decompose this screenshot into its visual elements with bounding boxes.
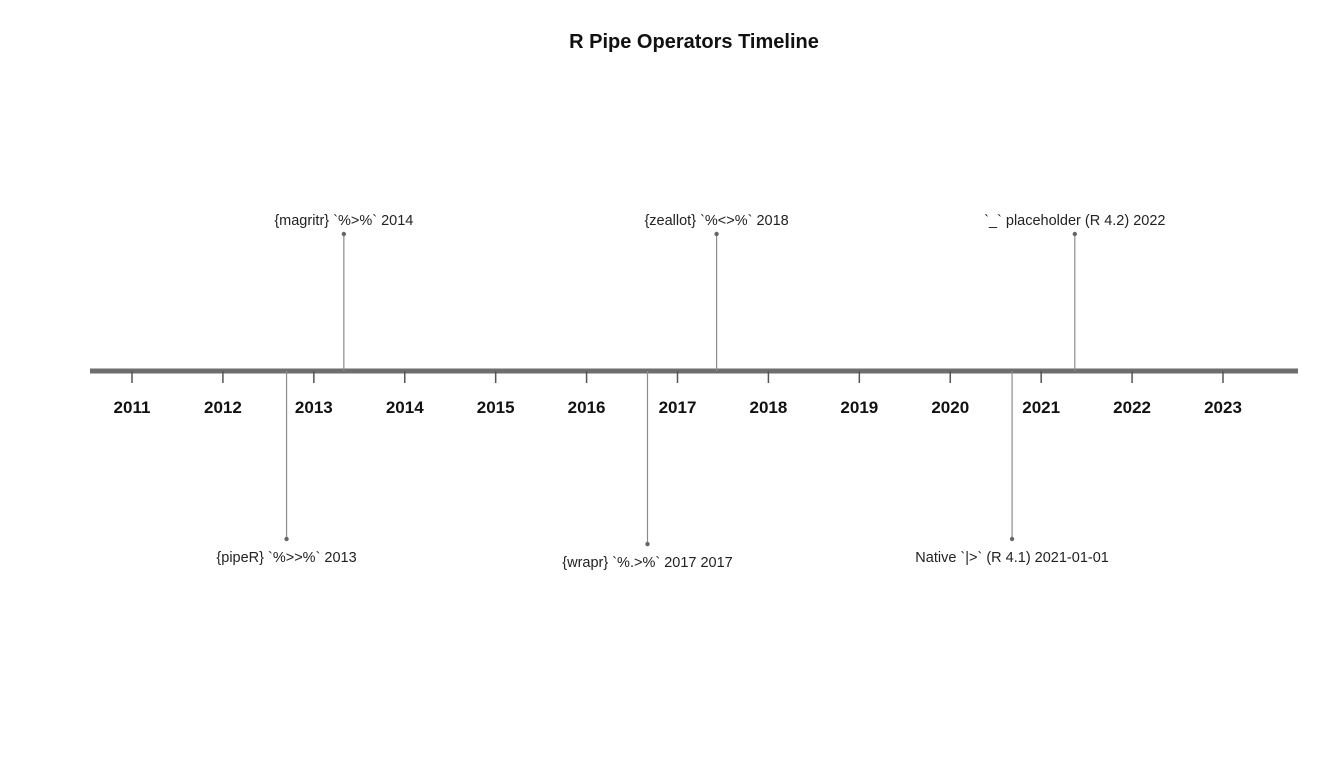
event-label: `_` placeholder (R 4.2) 2022 (984, 213, 1166, 229)
event-dot (714, 232, 718, 236)
event-dot (645, 542, 649, 546)
axis-ticks (114, 371, 1242, 417)
timeline-event (984, 213, 1165, 371)
event-label: {zeallot} `%<>%` 2018 (644, 213, 789, 229)
timeline-events (216, 213, 1165, 571)
event-dot (284, 537, 288, 541)
tick-label-2020: 2020 (931, 398, 970, 417)
event-label: Native `|>` (R 4.1) 2021-01-01 (915, 550, 1109, 566)
tick-label-2023: 2023 (1204, 398, 1242, 417)
tick-label-2013: 2013 (294, 398, 333, 417)
tick-label-2014: 2014 (385, 398, 424, 417)
tick-label-2015: 2015 (476, 398, 515, 417)
tick-label-2012: 2012 (204, 398, 242, 417)
tick-label-2021: 2021 (1022, 398, 1061, 417)
event-dot (1010, 537, 1014, 541)
chart-title: R Pipe Operators Timeline (569, 31, 819, 53)
tick-label-2018: 2018 (749, 398, 788, 417)
tick-label-2011: 2011 (113, 398, 151, 417)
tick-label-2016: 2016 (567, 398, 606, 417)
event-dot (342, 232, 346, 236)
timeline-event (274, 213, 413, 371)
event-label: {pipeR} `%>>%` 2013 (216, 550, 357, 566)
event-label: {wrapr} `%.>%` 2017 2017 (562, 555, 733, 572)
tick-label-2019: 2019 (840, 398, 879, 417)
timeline-event (644, 213, 788, 371)
tick-label-2022: 2022 (1113, 398, 1151, 417)
event-dot (1073, 232, 1077, 236)
event-label: {magritr} `%>%` 2014 (274, 213, 414, 229)
tick-label-2017: 2017 (658, 398, 697, 417)
